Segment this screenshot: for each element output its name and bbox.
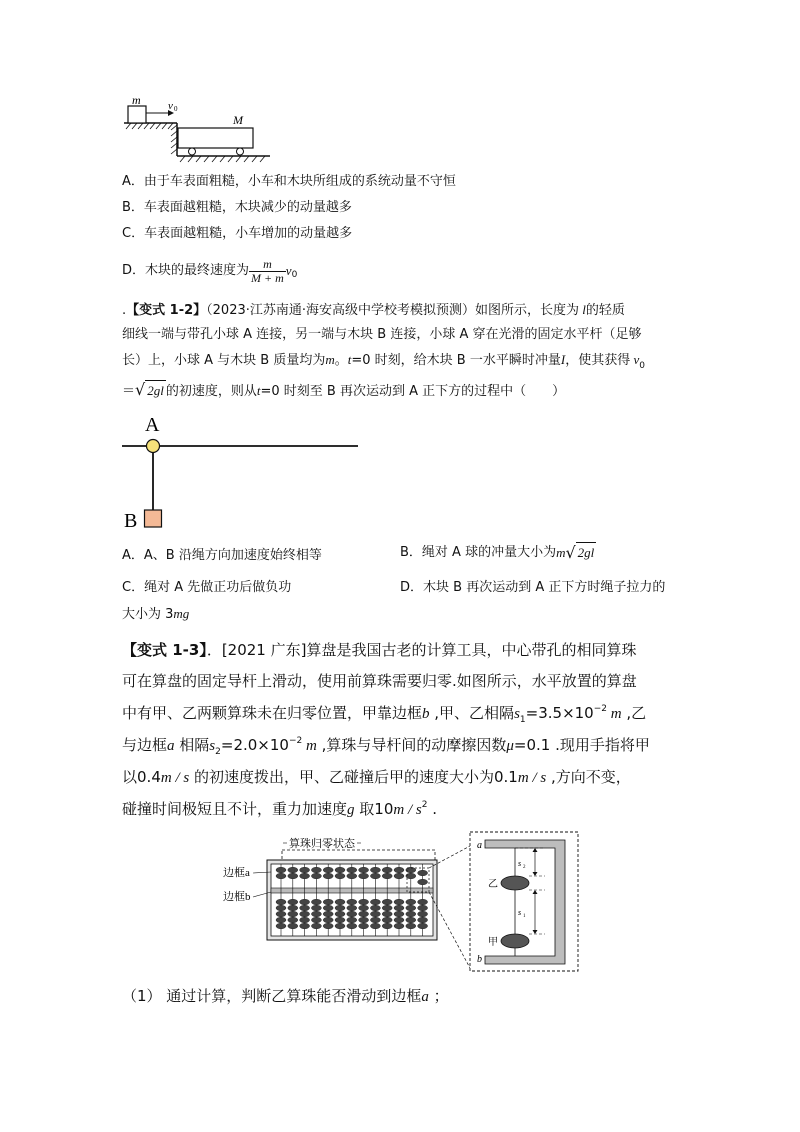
abacus-bead — [300, 911, 310, 917]
abacus-bead — [370, 867, 380, 873]
abacus-figure — [215, 828, 585, 973]
abacus-bead — [300, 899, 310, 905]
abacus-bead — [394, 873, 404, 879]
abacus-bead — [347, 911, 357, 917]
abacus-bead — [335, 867, 345, 873]
wheel — [237, 148, 244, 155]
q2-line3: 长）上，小球 A 与木块 B 质量均为m。t=0 时刻，给木块 B 一水平瞬时冲量I，使其获得 $v_0$ — [122, 352, 645, 371]
abacus-bead — [347, 917, 357, 923]
inset-s1: s — [518, 908, 522, 917]
option-c: C．车表面越粗糙，小车增加的动量越多 — [122, 226, 353, 241]
option-d: D．木块的最终速度为 $\frac{m}{M + m}$ v 0 — [122, 256, 298, 285]
abacus-bead — [276, 873, 286, 879]
q3-line6: 碰撞时间极短且不计，重力加速度g 取$10m / s^2$ . — [122, 800, 438, 818]
rod-pendulum-figure — [115, 414, 365, 534]
abacus-bead — [359, 899, 369, 905]
abacus-bead — [394, 867, 404, 873]
q2-line4: ＝√ 2gl 的初速度，则从t=0 时刻至 B 再次运动到 A 正下方的过程中（ ） — [122, 380, 566, 399]
abacus-bead — [276, 917, 286, 923]
label-m: m — [132, 94, 141, 107]
abacus-bead — [382, 905, 392, 911]
abacus-bead — [359, 905, 369, 911]
abacus-bead — [406, 923, 416, 929]
abacus-bead — [382, 873, 392, 879]
abacus-bead — [394, 911, 404, 917]
abacus-bead — [288, 917, 298, 923]
abacus-bead — [323, 873, 333, 879]
label-A: A — [145, 414, 160, 436]
label-B: B — [124, 510, 138, 532]
q2-option-a: A．A、B 沿绳方向加速度始终相等 — [122, 548, 322, 563]
abacus-bead — [276, 867, 286, 873]
abacus-bead — [300, 867, 310, 873]
frame-b-label: 边框b — [223, 891, 251, 903]
abacus-bead — [335, 917, 345, 923]
block-m — [128, 106, 146, 123]
abacus-bead — [418, 905, 428, 911]
abacus-bead — [300, 917, 310, 923]
abacus-bead — [394, 905, 404, 911]
q2-option-d-line2: 大小为 3mg — [122, 606, 190, 622]
abacus-bead — [382, 899, 392, 905]
abacus-bead — [418, 879, 428, 885]
abacus-bead — [288, 911, 298, 917]
frame-a-label: 边框a — [223, 867, 250, 879]
abacus-bead — [382, 923, 392, 929]
q2-line2: 细线一端与带孔小球 A 连接，另一端与木块 B 连接，小球 A 穿在光滑的固定水平杆（足够 — [122, 327, 642, 342]
abacus-bead — [359, 911, 369, 917]
q3-line4: 与边框a 相隔$s_2=2.0\times 10^{-2}$ m ,算珠与导杆间的动摩擦因数μ=0.1 .现用手指将甲 — [122, 736, 650, 757]
abacus-bead — [323, 923, 333, 929]
abacus-bead — [311, 899, 321, 905]
inset-s1-sub: 1 — [523, 914, 526, 919]
q3-tag: 【变式 1-3】 — [122, 641, 207, 659]
abacus-bead — [394, 899, 404, 905]
inset-s2-sub: 2 — [523, 865, 526, 870]
abacus-bead — [323, 917, 333, 923]
abacus-bead — [418, 917, 428, 923]
label-v-sub: 0 — [174, 105, 178, 113]
q2-option-c: C．绳对 A 先做正功后做负功 — [122, 580, 292, 595]
abacus-bead — [394, 917, 404, 923]
abacus-bead — [406, 905, 416, 911]
abacus-bead — [359, 867, 369, 873]
abacus-bead — [335, 911, 345, 917]
block-B — [145, 510, 162, 527]
abacus-bead — [347, 873, 357, 879]
abacus-bead — [370, 905, 380, 911]
q3-sub1: （1） 通过计算，判断乙算珠能否滑动到边框a ； — [122, 987, 449, 1005]
abacus-bead — [359, 873, 369, 879]
q3-line1: 【变式 1-3】．[2021 广东]算盘是我国古老的计算工具，中心带孔的相同算珠 — [122, 641, 637, 659]
abacus-bead — [370, 899, 380, 905]
abacus-bead — [323, 899, 333, 905]
abacus-bead — [276, 911, 286, 917]
abacus-bead — [370, 917, 380, 923]
inset-s2: s — [518, 859, 522, 868]
abacus-bead — [288, 899, 298, 905]
abacus-bead — [311, 923, 321, 929]
label-v: v — [168, 100, 173, 112]
inset-b: b — [477, 954, 482, 965]
abacus-bead — [300, 923, 310, 929]
abacus-bead — [311, 911, 321, 917]
abacus-bead — [406, 899, 416, 905]
abacus-bead — [406, 917, 416, 923]
ball-A — [147, 440, 160, 453]
abacus-bead — [323, 905, 333, 911]
abacus-bead — [382, 867, 392, 873]
abacus-bead — [335, 899, 345, 905]
abacus-bead — [370, 873, 380, 879]
q2-option-d-line1: D．木块 B 再次运动到 A 正下方时绳子拉力的 — [400, 580, 666, 595]
abacus-bead — [276, 899, 286, 905]
abacus-bead — [288, 867, 298, 873]
abacus-bead — [418, 899, 428, 905]
wheel — [189, 148, 196, 155]
abacus-bead — [323, 867, 333, 873]
abacus-bead — [288, 905, 298, 911]
abacus-bead — [335, 873, 345, 879]
abacus-bead — [394, 923, 404, 929]
abacus-bead — [311, 905, 321, 911]
q3-line5: 以0.4m / s 的初速度拨出，甲、乙碰撞后甲的速度大小为0.1m / s ,方向不变， — [122, 768, 631, 786]
q3-line2: 可在算盘的固定导杆上滑动，使用前算珠需要归零.如图所示，水平放置的算盘 — [122, 672, 637, 690]
abacus-bead — [300, 905, 310, 911]
block-cart-figure — [122, 94, 272, 166]
abacus-bead — [418, 911, 428, 917]
fraction: $\frac{m}{M + m}$ — [251, 256, 284, 285]
option-b: B．车表面越粗糙，木块减少的动量越多 — [122, 200, 352, 215]
abacus-bead — [276, 905, 286, 911]
abacus-bead — [370, 911, 380, 917]
q2-tag: 【变式 1-2】 — [126, 303, 207, 318]
abacus-bead — [406, 911, 416, 917]
q3-line3: 中有甲、乙两颗算珠未在归零位置，甲靠边框b ,甲、乙相隔$s_1=3.5\times 10^{-2}$ m ,乙 — [122, 704, 647, 725]
bead-yi — [501, 876, 529, 890]
q2-option-b: B．绳对 A 球的冲量大小为 m √ 2gl — [400, 542, 595, 562]
abacus-bead — [276, 923, 286, 929]
q2-line1: .【变式 1-2】（2023·江苏南通·海安高级中学校考模拟预测）如图所示，长度为 l的轻质 — [122, 302, 625, 318]
label-M: M — [233, 113, 243, 127]
abacus-bead — [335, 923, 345, 929]
inset-a: a — [477, 840, 482, 851]
abacus-bead — [418, 870, 428, 876]
abacus-bead — [311, 867, 321, 873]
abacus-bead — [418, 923, 428, 929]
abacus-bead — [359, 917, 369, 923]
abacus-bead — [288, 873, 298, 879]
abacus-bead — [347, 899, 357, 905]
abacus-bead — [370, 923, 380, 929]
abacus-bead — [359, 923, 369, 929]
abacus-title: 算珠归零状态 — [289, 838, 355, 850]
abacus-bead — [347, 867, 357, 873]
abacus-bead — [288, 923, 298, 929]
abacus-bead — [347, 905, 357, 911]
inset-yi: 乙 — [488, 879, 498, 890]
inset-jia: 甲 — [488, 937, 498, 948]
abacus-bead — [347, 923, 357, 929]
cart-M — [178, 128, 253, 148]
abacus-bead — [382, 911, 392, 917]
abacus-bead — [300, 873, 310, 879]
abacus-bead — [311, 917, 321, 923]
abacus-bead — [323, 911, 333, 917]
abacus-bead — [382, 917, 392, 923]
abacus-bead — [311, 873, 321, 879]
bead-jia — [501, 934, 529, 948]
abacus-bead — [335, 905, 345, 911]
option-a: A．由于车表面粗糙，小车和木块所组成的系统动量不守恒 — [122, 174, 456, 189]
